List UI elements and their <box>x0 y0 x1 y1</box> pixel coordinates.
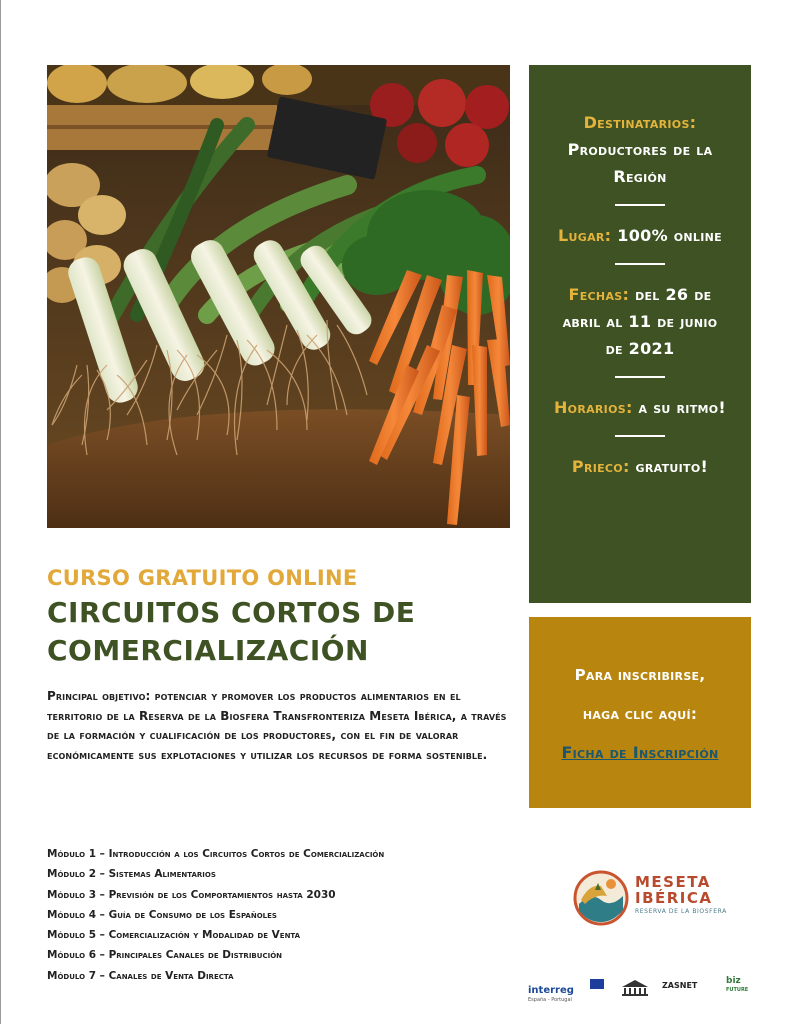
divider <box>615 435 665 437</box>
fechas-value-line3: de 2021 <box>605 339 675 358</box>
module-item: Módulo 6 – Principales Canales de Distribución <box>47 949 283 962</box>
interreg-sub: España - Portugal <box>528 997 572 1003</box>
interreg-logo <box>528 978 574 1003</box>
precio-label: Prieco: <box>571 457 630 476</box>
precio-block <box>572 453 708 480</box>
fechas-value-line1: del 26 de <box>635 285 712 304</box>
registration-panel <box>529 617 751 808</box>
module-item: Módulo 2 – Sistemas Alimentarios <box>47 868 216 881</box>
logo-text <box>635 874 727 915</box>
module-item: Módulo 1 – Introducción a los Circuitos Cortos de Comercialización <box>47 848 385 860</box>
logo-line2: IBÉRICA <box>635 889 713 907</box>
destinatarios-label: Destinatarios: <box>583 113 697 132</box>
fechas-value-line2: abril al 11 de junio <box>562 312 718 331</box>
unesco-logo-icon <box>620 979 650 1001</box>
hero-image <box>47 65 510 528</box>
horarios-value: a su ritmo! <box>638 398 727 417</box>
register-line1: Para inscribirse, <box>574 666 706 684</box>
horarios-block <box>554 394 726 421</box>
biosphere-emblem-icon <box>573 870 629 926</box>
fechas-block <box>563 281 718 362</box>
lugar-value: 100% online <box>617 226 722 245</box>
registration-form-link[interactable]: Ficha de Inscripción <box>561 743 719 762</box>
divider <box>615 263 665 265</box>
module-item: Módulo 4 – Guía de Consumo de los Españoles <box>47 908 277 921</box>
module-list <box>47 844 507 986</box>
logo-line1: MESETA <box>635 873 711 891</box>
logo-tagline: RESERVA DE LA BIOSFERA <box>635 908 727 915</box>
horarios-label: Horarios: <box>553 398 633 417</box>
divider <box>615 376 665 378</box>
bizfuture-logo <box>726 977 748 995</box>
divider <box>615 204 665 206</box>
module-item: Módulo 5 – Comercialización y Modalidad de Venta <box>47 929 301 942</box>
biz-name: biz <box>726 976 741 986</box>
lugar-block <box>558 222 722 249</box>
course-title-line2: COMERCIALIZACIÓN <box>47 634 369 667</box>
interreg-name: interreg <box>528 985 574 996</box>
destinatarios-value-line1: Productores de la <box>567 140 713 159</box>
course-objective: Principal objetivo: potenciar y promover los productos alimentarios en el territorio de la Reserva de la Biosfera Transfronteriza Meseta Ibérica, a través de la formación y cualificación de los productores, con el fin de valorar económicamente sus explotaciones y utilizar los recursos de forma sostenible. <box>47 689 507 762</box>
lugar-label: Lugar: <box>558 226 612 245</box>
register-line2: haga clic aquí: <box>582 705 698 723</box>
meseta-iberica-logo <box>573 870 733 930</box>
sponsor-logos <box>528 975 758 1005</box>
course-title-line1: CIRCUITOS CORTOS DE <box>47 596 416 629</box>
fechas-label: Fechas: <box>568 285 630 304</box>
course-eyebrow: CURSO GRATUITO ONLINE <box>47 566 358 590</box>
page-edge <box>0 0 1 1024</box>
course-info-panel <box>529 65 751 603</box>
precio-value: gratuito! <box>635 457 709 476</box>
eu-flag-icon <box>590 979 604 989</box>
module-item: Módulo 3 – Previsión de los Comportamientos hasta 2030 <box>47 888 336 901</box>
future-name: FUTURE <box>726 987 749 993</box>
destinatarios-block <box>568 109 713 190</box>
course-title <box>47 594 507 670</box>
module-item: Módulo 7 – Canales de Venta Directa <box>47 969 234 982</box>
zasnet-name: ZASNET <box>662 981 698 990</box>
destinatarios-value-line2: Región <box>613 167 667 186</box>
zasnet-logo <box>662 981 697 990</box>
